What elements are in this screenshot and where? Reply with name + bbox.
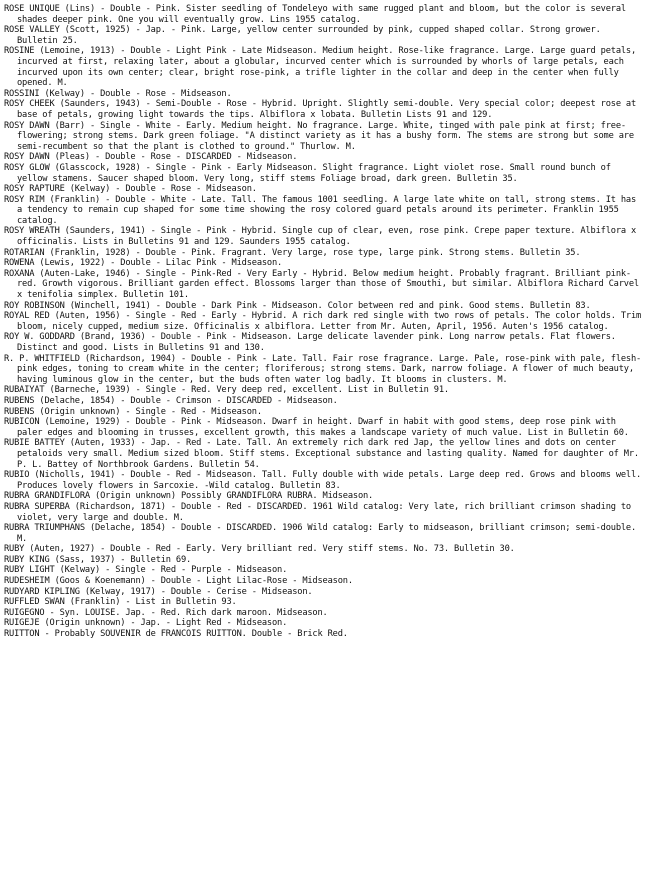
peony-entry: ROSY RAPTURE (Kelway) - Double - Rose - Midseason. xyxy=(4,184,257,195)
peony-entry: RUBY (Auten, 1927) - Double - Red - Early. Very brilliant red. Very stiff stems. No. 73. Bulletin 30. xyxy=(4,544,515,555)
peony-entry: ROSE UNIQUE (Lins) - Double - Pink. Sister seedling of Tondeleyo with same rugged plant and bloom, but the color is several shades deeper pink. One you will eventually grow. Lins 1955 catalog. xyxy=(4,4,626,25)
peony-entry: RUDYARD KIPLING (Kelway, 1917) - Double - Cerise - Midseason. xyxy=(4,586,313,597)
peony-entry: ROSY WREATH (Saunders, 1941) - Single - Pink - Hybrid. Single cup of clear, even, rose pink. Crepe paper texture. Albiflora x officinalis. Lists in Bulletins 91 and 129. Saunders 1955 catalog. xyxy=(4,226,637,248)
peony-entry: ROSY RIM (Franklin) - Double - White - Late. Tall. The famous 1001 seedling. A large late white on tall, strong stems. It has a tendency to remain cup shaped for some time showing the rosy colored guard petals around its perimeter. Franklin 1955 catalog. xyxy=(4,194,637,226)
peony-entry: ROSY DAWN (Barr) - Single - White - Early. Medium height. No fragrance. Large. White, tinged with pale pink at first; free-flowering; strong stems. Dark green foliage. "A distinct variety as it has a bushy form. The stems are strong but some are semi-recumbent so that the plant is clothed to ground." Thurlow. M. xyxy=(4,120,634,152)
peony-entry: RUBENS (Delache, 1854) - Double - Crimson - DISCARDED - Midseason. xyxy=(4,395,338,406)
peony-entry: RUBRA SUPERBA (Richardson, 1871) - Double - Red - DISCARDED. 1961 Wild catalog: Very late, rich brilliant crimson shading to violet, very large and double. M. xyxy=(4,501,631,523)
peony-entry: ROWENA (Lewis, 1922) - Double - Lilac Pink - Midseason. xyxy=(4,258,283,269)
peony-entry: R. P. WHITFIELD (Richardson, 1904) - Double - Pink - Late. Tall. Fair rose fragrance. Large. Pale, rose-pink with pale, flesh-pink edges, toning to cream white in the center; floriferous; strong stems. Dark, narrow foliage. A flower of much beauty, having luminous glow in the center, but the buds often water log badly. It blooms in clusters. M. xyxy=(4,353,642,385)
peony-entry: ROYAL RED (Auten, 1956) - Single - Red - Early - Hybrid. A rich dark red single with two rows of petals. The color holds. Trim bloom, nicely cupped, medium size. Officinalis x albiflora. Letter from Mr. Auten, April, 1956. Auten's 1956 catalog. xyxy=(4,311,642,332)
peony-entry: RUBRA TRIUMPHANS (Delache, 1854) - Double - DISCARDED. 1906 Wild catalog: Early to midseason, brilliant crimson; semi-double. M. xyxy=(4,523,637,544)
peony-entry: RUBIE BATTEY (Auten, 1933) - Jap. - Red - Late. Tall. An extremely rich dark red Jap, the yellow lines and dots on center petaloids very small. Medium sized bloom. Stiff stems. Exceptional substance and lasting quality. Named for daughter of Mr. P. L. Battey of Northbrook Gardens. Bulletin 54. xyxy=(4,438,639,470)
peony-entry: RUBENS (Origin unknown) - Single - Red - Midseason. xyxy=(4,406,262,417)
peony-entry: ROSSINI (Kelway) - Double - Rose - Midseason. xyxy=(4,88,232,99)
peony-entry: ROSY CHEEK (Saunders, 1943) - Semi-Double - Rose - Hybrid. Upright. Slightly semi-double. Very special color; deepest rose at base of petals, growing light towards the tips. Albiflora x lobata. Bulletin Lists 91 and 129. xyxy=(4,99,637,120)
entry-list xyxy=(4,4,644,640)
peony-entry: RUIGEJE (Origin unknown) - Jap. - Light Red - Midseason. xyxy=(4,618,288,629)
peony-entry: ROSE VALLEY (Scott, 1925) - Jap. - Pink. Large, yellow center surrounded by pink, cupped shaped collar. Strong grower. Bulletin 25. xyxy=(4,25,601,46)
peony-entry: ROSINE (Lemoine, 1913) - Double - Light Pink - Late Midseason. Medium height. Rose-like fragrance. Large. Large guard petals, incurved at first, relaxing later, about a globular, incurved center which is surrounded by whorls of large petals, each incurved upon its own center; clear, bright rose-pink, a trifle lighter in the collar and deep in the center when fully opened. M. xyxy=(4,46,637,89)
peony-entry: RUBAIYAT (Barneche, 1939) - Single - Red. Very deep red, excellent. List in Bulletin 91. xyxy=(4,385,449,396)
peony-entry: ROXANA (Auten-Lake, 1946) - Single - Pink-Red - Very Early - Hybrid. Below medium height. Probably fragrant. Brilliant pink-red. Growth vigorous. Brilliant garden effect. Blossoms larger than those of Smouthi, but similar. Albiflora Richard Carvel x tenifolia simplex. Bulletin 101. xyxy=(4,268,639,301)
peony-entry: RUFFLED SWAN (Franklin) - List in Bulletin 93. xyxy=(4,597,237,608)
peony-entry: RUBY KING (Sass, 1937) - Bulletin 69. xyxy=(4,554,192,565)
peony-entry: RUBRA GRANDIFLORA (Origin unknown) Possibly GRANDIFLORA RUBRA. Midseason. xyxy=(4,491,374,502)
peony-entry: RUITTON - Probably SOUVENIR de FRANCOIS RUITTON. Double - Brick Red. xyxy=(4,629,348,640)
peony-entry: RUIGEGNO - Syn. LOUISE. Jap. - Red. Rich dark maroon. Midseason. xyxy=(4,607,328,618)
peony-entry: ROY ROBINSON (Winchell, 1941) - Double - Dark Pink - Midseason. Color between red and pink. Good stems. Bulletin 83. xyxy=(4,300,591,311)
peony-entry: RUBIO (Nicholls, 1941) - Double - Red - Midseason. Tall. Fully double with wide petals. Large deep red. Grows and blooms well. Produces lovely flowers in Sarcoxie. -Wild catalog. Bulletin 83. xyxy=(4,470,642,491)
peony-entry: RUBY LIGHT (Kelway) - Single - Red - Purple - Midseason. xyxy=(4,565,288,576)
peony-entry: ROY W. GODDARD (Brand, 1936) - Double - Pink - Midseason. Large delicate lavender pink. Long narrow petals. Flat flowers. Distinct and good. Lists in Bulletins 91 and 130. xyxy=(4,332,616,353)
peony-entry: ROTARIAN (Franklin, 1928) - Double - Pink. Fragrant. Very large, rose type, large pink. Strong stems. Bulletin 35. xyxy=(4,247,581,258)
peony-entry: ROSY DAWN (Pleas) - Double - Rose - DISCARDED - Midseason. xyxy=(4,152,298,163)
peony-entry: RUDESHEIM (Goos & Koenemann) - Double - Light Lilac-Rose - Midseason. xyxy=(4,576,353,587)
peony-entry: RUBICON (Lemoine, 1929) - Double - Pink - Midseason. Dwarf in height. Dwarf in habit with good stems, deep rose pink with paler edges and blooming in trusses, excellent growth, this makes a landscape variety of much value. List in Bulletin 60. xyxy=(4,417,629,438)
peony-entry: ROSY GLOW (Glasscock, 1928) - Single - Pink - Early Midseason. Slight fragrance. Light violet rose. Small round bunch of yellow stamens. Saucer shaped bloom. Very long, stiff stems Foliage broad, dark green. Bulletin 35. xyxy=(4,162,611,184)
